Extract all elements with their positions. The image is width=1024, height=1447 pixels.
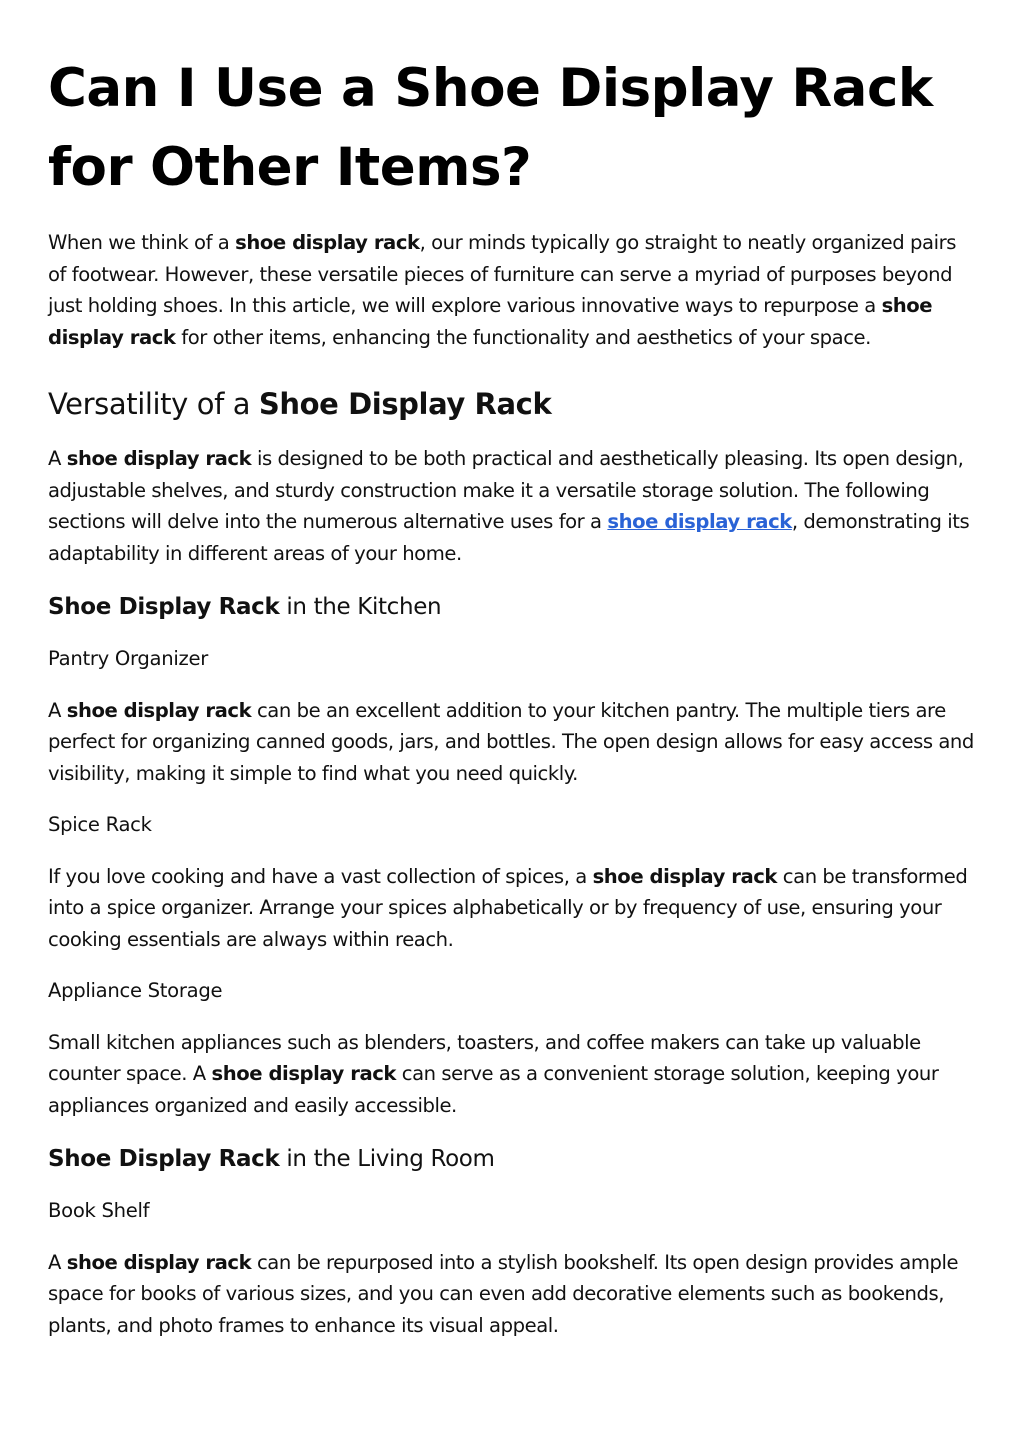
text-run: If you love cooking and have a vast collection of spices, a <box>48 864 593 888</box>
bold-keyword: shoe display rack <box>211 1062 396 1085</box>
text-run: A <box>48 447 67 470</box>
subheading-appliance-storage: Appliance Storage <box>48 979 223 1002</box>
bold-keyword: shoe display rack <box>66 698 252 722</box>
text-run: A <box>48 698 67 722</box>
text-run: can serve as a convenient storage solution, keeping your appliances organized and easily accessible. <box>48 1062 939 1117</box>
section-heading-living-room <box>48 1143 976 1175</box>
subheading-spice-rack: Spice Rack <box>48 813 152 836</box>
pantry-paragraph <box>48 695 976 790</box>
bold-keyword: shoe display rack <box>48 294 933 349</box>
heading-bold-text: Shoe Display Rack <box>258 387 552 421</box>
text-run: is designed to be both practical and aesthetically pleasing. Its open design, adjustable shelves, and sturdy construction make it a versatile storage solution. The following sections will delve into the numerous alternative uses for a <box>48 447 964 533</box>
spice-paragraph <box>48 861 976 956</box>
heading-plain-text: Versatility of a <box>48 387 259 421</box>
bold-keyword: shoe display rack <box>66 447 252 470</box>
section-heading-versatility <box>48 384 976 424</box>
subheading-book-shelf: Book Shelf <box>48 1199 150 1222</box>
heading-bold-text: Shoe Display Rack <box>48 1146 280 1172</box>
bold-keyword: shoe display rack <box>592 864 778 888</box>
heading-plain-text: in the Living Room <box>279 1146 495 1172</box>
text-run: can be transformed into a spice organizer. Arrange your spices alphabetically or by frequency of use, ensuring your cooking essentials are always within reach. <box>48 864 968 951</box>
article-title: Can I Use a Shoe Display Rack for Other Items? <box>48 58 933 198</box>
heading-bold-text: Shoe Display Rack <box>48 594 280 620</box>
text-run: When we think of a <box>48 231 236 254</box>
shoe-display-rack-link[interactable]: shoe display rack <box>607 510 792 533</box>
section-heading-kitchen <box>48 591 976 623</box>
text-run: can be an excellent addition to your kitchen pantry. The multiple tiers are perfect for organizing canned goods, jars, and bottles. The open design allows for easy access and visibility, making it simple to find what you need quickly. <box>48 698 974 785</box>
subheading-pantry-organizer: Pantry Organizer <box>48 647 208 670</box>
bold-keyword: shoe display rack <box>235 231 420 254</box>
heading-plain-text: in the Kitchen <box>279 594 442 620</box>
appliance-paragraph <box>48 1027 976 1122</box>
bold-keyword: shoe display rack <box>66 1250 252 1274</box>
text-run: A <box>48 1250 67 1274</box>
text-run: for other items, enhancing the functionality and aesthetics of your space. <box>175 325 871 349</box>
text-run: Small kitchen appliances such as blenders, toasters, and coffee makers can take up valuable counter space. A <box>48 1030 921 1085</box>
intro-paragraph <box>48 227 976 353</box>
text-run: can be repurposed into a stylish bookshelf. Its open design provides ample space for books of various sizes, and you can even add decorative elements such as bookends, plants, and photo frames to enhance its visual appeal. <box>48 1250 959 1337</box>
text-run: , demonstrating its adaptability in different areas of your home. <box>48 510 970 565</box>
versatility-paragraph <box>48 443 976 569</box>
bookshelf-paragraph <box>48 1247 976 1342</box>
text-run: , our minds typically go straight to neatly organized pairs of footwear. However, these versatile pieces of furniture can serve a myriad of purposes beyond just holding shoes. In this article, we will explore various innovative ways to repurpose a <box>48 231 956 317</box>
